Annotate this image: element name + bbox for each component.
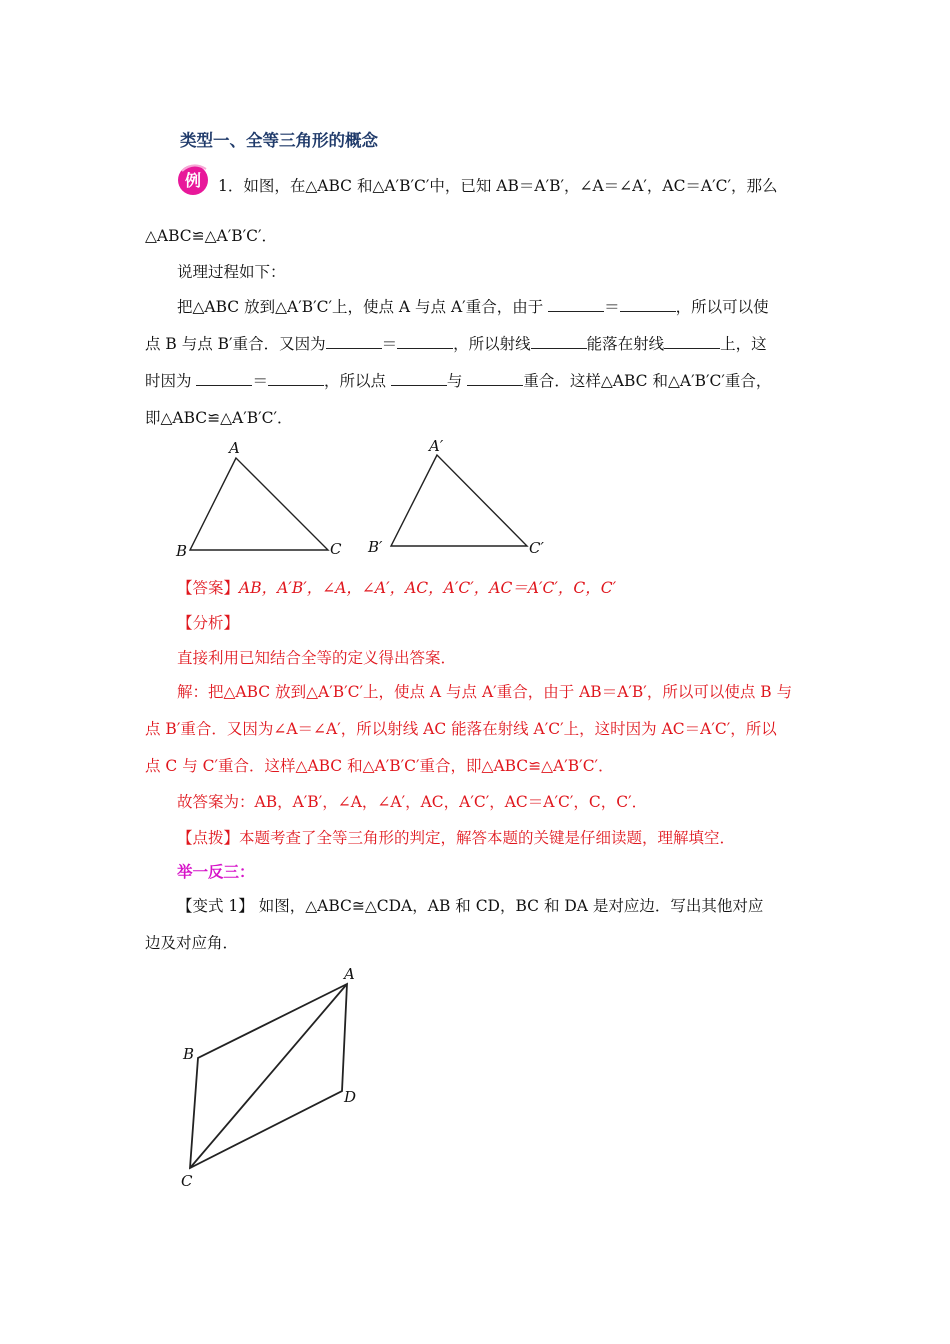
- final-answer: 故答案为：AB，A′B′，∠A，∠A′，AC，A′C′，AC＝A′C′，C，C′．: [177, 793, 648, 811]
- proof-line-1: [177, 297, 837, 317]
- answer-blank[interactable]: [664, 334, 720, 349]
- proof-text: 重合．这样△ABC 和△A′B′C′重合，: [523, 372, 772, 390]
- proof-text: 上，这: [720, 335, 767, 353]
- example-badge-icon: [176, 161, 210, 195]
- vertex-label: A: [229, 439, 240, 457]
- variant-line-1: 【变式 1】 如图，△ABC≅△CDA，AB 和 CD，BC 和 DA 是对应边．写出其他对应: [177, 897, 764, 915]
- example-line-2: △ABC≌△A′B′C′．: [145, 227, 278, 245]
- answer-label: 【答案】: [177, 579, 240, 597]
- example-badge-text: 例: [185, 171, 202, 190]
- vertex-label: A: [344, 965, 355, 983]
- answer-blank[interactable]: [326, 334, 382, 349]
- proof-text: 时因为: [145, 372, 192, 390]
- proof-line-4: 即△ABC≌△A′B′C′．: [145, 409, 293, 427]
- proof-text: 把△ABC 放到△A′B′C′上，使点 A 与点 A′重合，由于: [177, 298, 544, 316]
- proof-text: ＝: [604, 298, 620, 316]
- hint-line: [177, 828, 837, 848]
- answer-blank[interactable]: [397, 334, 453, 349]
- vertex-label: C: [181, 1172, 193, 1190]
- vertex-label: B′: [368, 538, 383, 556]
- answer-blank[interactable]: [467, 371, 523, 386]
- triangle-abc: [190, 458, 328, 550]
- example-line-1: 1．如图，在△ABC 和△A′B′C′中，已知 AB＝A′B′，∠A＝∠A′，AC＝A′C′，那么: [218, 177, 778, 195]
- proof-text: ＝: [381, 335, 398, 353]
- example-intro: 说理过程如下：: [177, 263, 286, 281]
- analysis-text: 直接利用已知结合全等的定义得出答案．: [177, 649, 457, 667]
- solution-line-2: 点 B′重合．又因为∠A＝∠A′，所以射线 AC 能落在射线 A′C′上，这时因为 AC＝A′C′，所以: [145, 720, 777, 738]
- answer-text: AB，A′B′，∠A，∠A′，AC，A′C′，AC＝A′C′，C，C′: [239, 579, 617, 597]
- answer-blank[interactable]: [268, 371, 324, 386]
- vertex-label: B: [176, 542, 188, 560]
- variant-line-2: 边及对应角．: [145, 934, 239, 952]
- proof-text: ，所以可以使: [675, 298, 769, 316]
- answer-blank[interactable]: [531, 334, 587, 349]
- vertex-label: C′: [529, 539, 544, 557]
- proof-text: 能落在射线: [586, 335, 665, 353]
- hint-label: 【点拨】: [177, 829, 240, 847]
- proof-text: ，所以射线: [453, 335, 531, 353]
- triangles-figure: [170, 436, 570, 566]
- analysis-label: 【分析】: [177, 614, 240, 632]
- proof-line-3: [145, 371, 805, 391]
- vertex-label: A′: [429, 437, 444, 455]
- parallelogram-figure: [170, 960, 370, 1190]
- solution-line-3: 点 C 与 C′重合．这样△ABC 和△A′B′C′重合，即△ABC≌△A′B′C′．: [145, 757, 614, 775]
- vertex-label: D: [344, 1088, 357, 1106]
- answer-blank[interactable]: [196, 371, 252, 386]
- diagonal-ac: [190, 984, 347, 1168]
- solution-line-1: 解：把△ABC 放到△A′B′C′上，使点 A 与点 A′重合，由于 AB＝A′B′，所以可以使点 B 与: [177, 683, 793, 701]
- proof-text: ＝: [252, 372, 268, 390]
- answer-line: [177, 578, 837, 598]
- proof-text: ，所以点: [323, 372, 386, 390]
- triangle-abc-prime: [391, 455, 527, 546]
- proof-text: 与: [446, 372, 463, 390]
- proof-line-2: [145, 334, 805, 354]
- answer-blank[interactable]: [548, 297, 604, 312]
- vertex-label: B: [183, 1045, 195, 1063]
- practice-heading: 举一反三：: [177, 862, 255, 881]
- vertex-label: C: [330, 540, 342, 558]
- proof-text: 点 B 与点 B′重合．又因为: [145, 335, 326, 353]
- section-title: 类型一、全等三角形的概念: [180, 131, 378, 150]
- answer-blank[interactable]: [620, 297, 676, 312]
- answer-blank[interactable]: [391, 371, 447, 386]
- hint-text: 本题考查了全等三角形的判定，解答本题的关键是仔细读题，理解填空．: [239, 829, 736, 847]
